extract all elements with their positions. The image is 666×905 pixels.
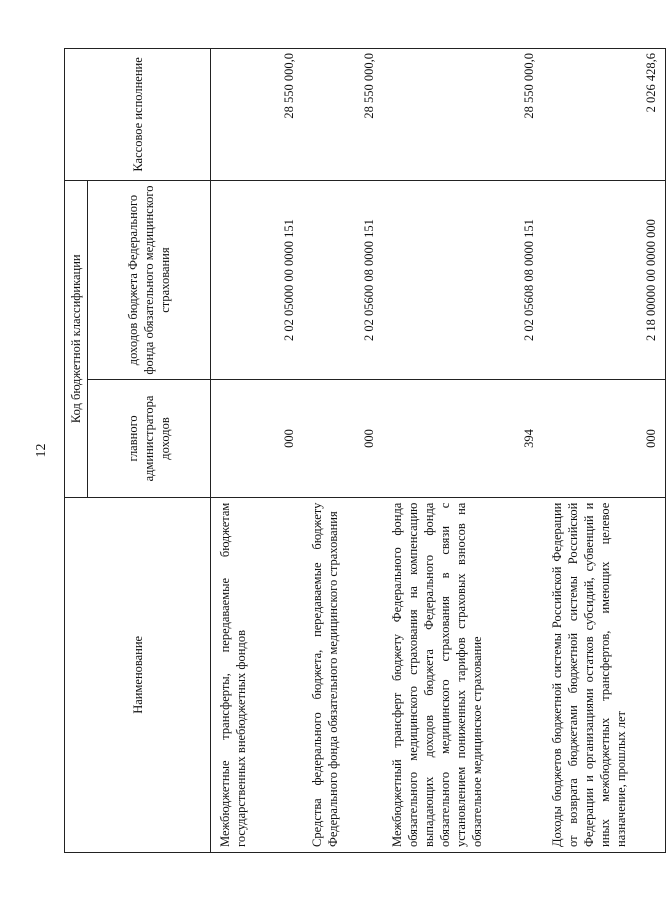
row-cash-amount: 28 550 000,0 [211, 49, 304, 181]
table-row [303, 49, 383, 853]
row-name: Средства федерального бюджета, передаваемые бюджету Федерального фонда обязательного медицинского страхования [303, 497, 383, 852]
row-income-code: 2 02 05608 08 0000 151 [383, 180, 543, 379]
table-row [383, 49, 543, 853]
row-admin-code: 000 [543, 380, 666, 497]
header-income-code: доходов бюджета Федерального фонда обязательного медицинского страхования [88, 180, 211, 379]
page-number: 12 [34, 443, 49, 458]
row-admin-code: 000 [303, 380, 383, 497]
header-admin-code: главного администратора доходов [88, 380, 211, 497]
row-name: Межбюджетные трансферты, передаваемые бюджетам государственных внебюджетных фондов [211, 497, 304, 852]
row-admin-code: 394 [383, 380, 543, 497]
table-row [211, 49, 304, 853]
table-row [543, 49, 666, 853]
row-cash-amount: 2 026 428,6 [543, 49, 666, 181]
row-admin-code: 000 [211, 380, 304, 497]
budget-income-table [64, 48, 666, 853]
row-income-code: 2 02 05600 08 0000 151 [303, 180, 383, 379]
header-name: Наименование [65, 497, 211, 852]
row-cash-amount: 28 550 000,0 [303, 49, 383, 181]
header-cash-execution: Кассовое исполнение [65, 49, 211, 181]
row-income-code: 2 18 00000 00 0000 000 [543, 180, 666, 379]
header-code-group: Код бюджетной классификации [65, 180, 88, 497]
document-page [15, 48, 658, 853]
row-income-code: 2 02 05000 00 0000 151 [211, 180, 304, 379]
row-name: Межбюджетный трансферт бюджету Федерального фонда обязательного медицинского страхования на компенсацию выпадающих доходов бюджета Федерального фонда обязательного медицинского страхования в связи с установлением пониженных тарифов страховых взносов на обязательное медицинское страхование [383, 497, 543, 852]
row-name: Доходы бюджетов бюджетной системы Российской Федерации от возврата бюджетами бюджетной системы Российской Федерации и организациями остатков субсидий, субвенций и иных межбюджетных трансфертов, имеющих целевое назначение, прошлых лет [543, 497, 666, 852]
row-cash-amount: 28 550 000,0 [383, 49, 543, 181]
